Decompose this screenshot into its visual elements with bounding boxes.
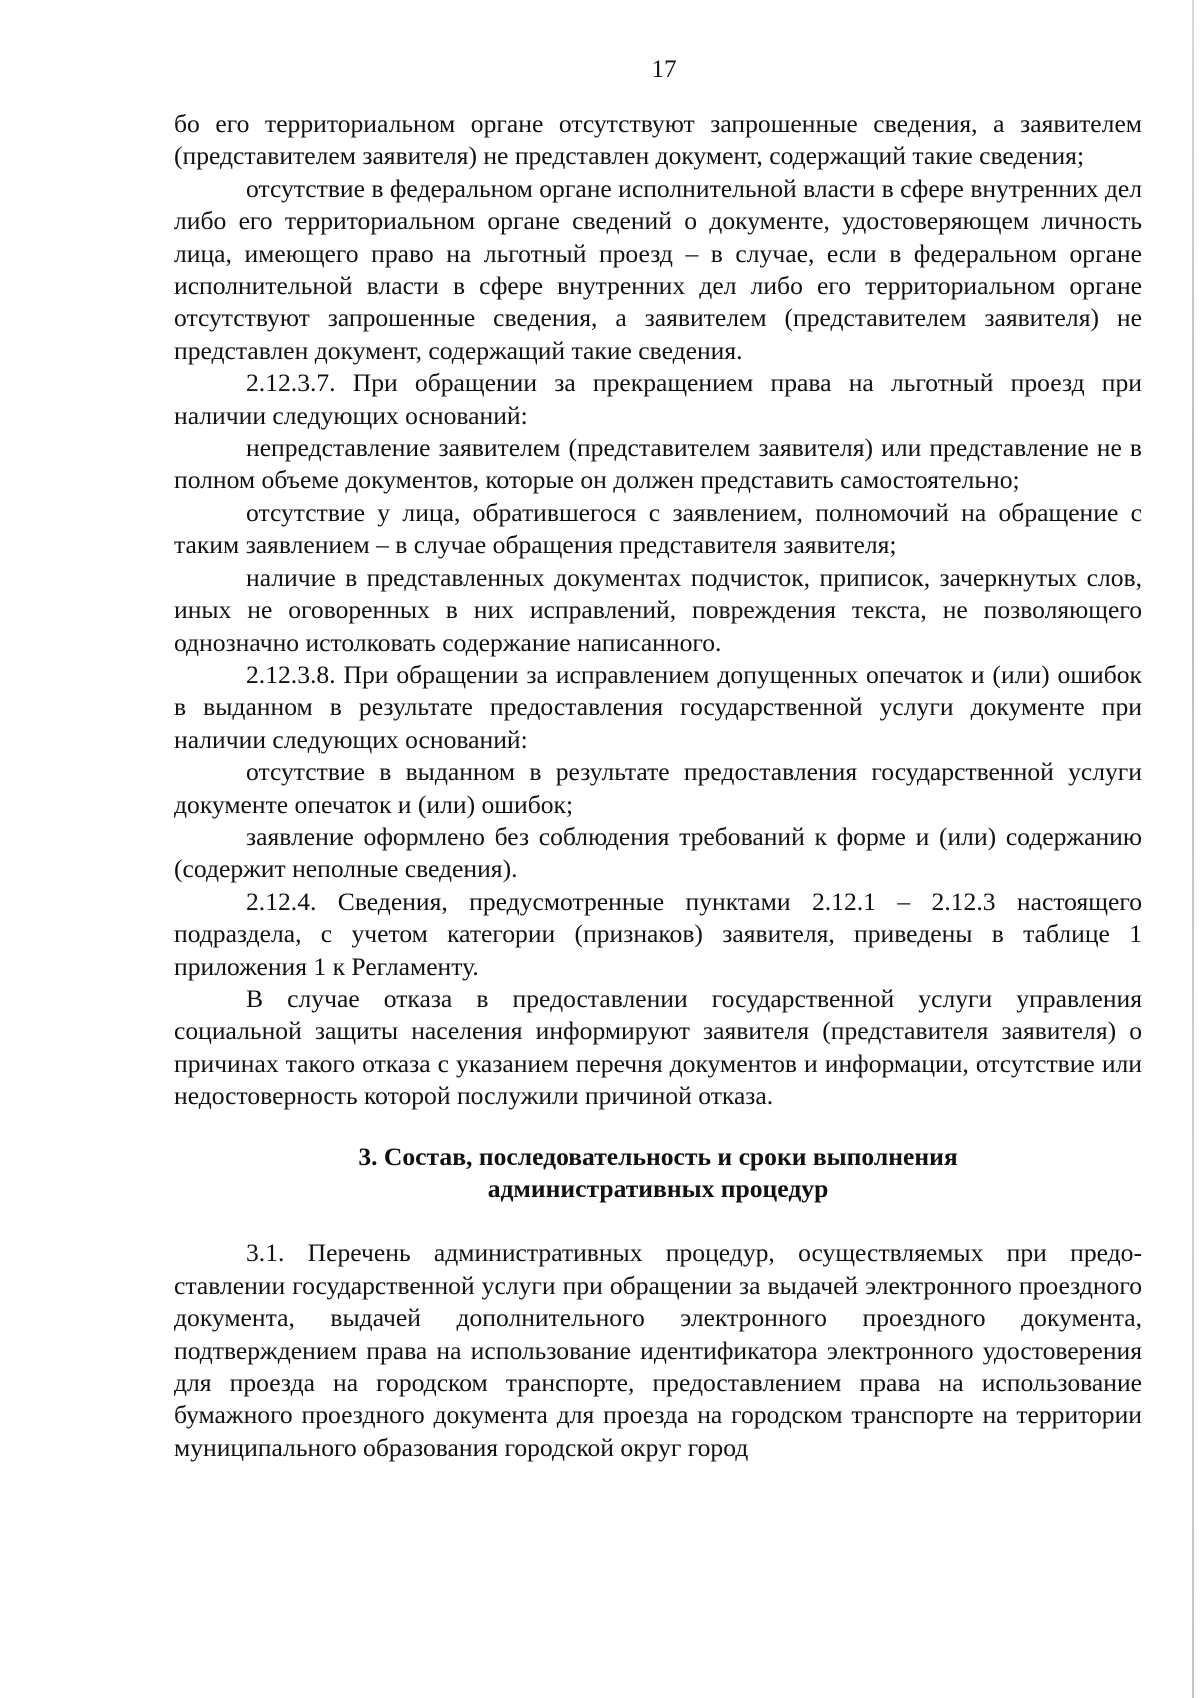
paragraph: заявление оформлено без соблюдения требований к форме и (или) содержанию (содержит неполные сведения). xyxy=(174,821,1142,884)
paragraph-clause-3-1: 3.1. Перечень административных процедур, осуществляемых при предоставлении государственной услуги при обращении за выдачей электронного проездного документа, выдачей дополнительного электронного проездного документа, подтверждением права на использование идентификатора электронного удостоверения для проезда на городском транспорте, предоставлением права на использование бумажного проездного документа для проезда на городском транспорте на территории муниципального образования городской округ город xyxy=(174,1238,1142,1462)
paragraph: непредставление заявителем (представителем заявителя) или представление не в полном объеме документов, которые он должен представить самостоятельно; xyxy=(174,433,1142,495)
paragraph: наличие в представленных документах подчисток, приписок, зачеркнутых слов, иных не оговоренных в них исправлений, повреждения текста, не позволяющего однозначно истолковать содержание написанного. xyxy=(174,562,1142,657)
paragraph: В случае отказа в предоставлении государственной услуги управления социальной защиты населения информируют заявителя (представителя заявителя) о причинах такого отказа с указанием перечня документов и информации, отсутствие или недостоверность которой послужили причиной отказа. xyxy=(174,983,1142,1111)
page-number: 17 xyxy=(651,56,677,83)
paragraph: отсутствие в выданном в результате предоставления государственной услуги документе опечаток и (или) ошибок; xyxy=(174,757,1142,819)
paragraph-continuation: бо его территориальном органе отсутствуют запрошенные сведения, а заявителем (представителем заявителя) не представлен документ, содержащий такие сведения; xyxy=(174,109,1142,171)
paragraph-clause-2-12-3-8: 2.12.3.8. При обращении за исправлением допущенных опечаток и (или) ошибок в выданном в результате предоставления государственной услуги документе при наличии следующих оснований: xyxy=(174,659,1142,754)
section-heading-line-1: 3. Состав, последовательность и сроки выполнения xyxy=(358,1141,958,1171)
document-body xyxy=(174,108,1142,1464)
section-heading xyxy=(174,1141,1142,1206)
paragraph: отсутствие у лица, обратившегося с заявлением, полномочий на обращение с таким заявлением – в случае обращения представителя заявителя; xyxy=(174,497,1142,560)
paragraph: отсутствие в федеральном органе исполнительной власти в сфере внутренних дел либо его территориальном органе сведений о документе, удостоверяющем личность лица, имеющего право на льготный проезд – в случае, если в федеральном органе исполнительной власти в сфере внутренних дел либо его территориальном органе отсутствуют запрошенные сведения, а заявителем (представителем заявителя) не представлен документ, содержащий такие сведения. xyxy=(174,173,1142,365)
scan-edge-shadow xyxy=(1192,0,1194,1698)
paragraph-clause-2-12-3-7: 2.12.3.7. При обращении за прекращением права на льготный проезд при наличии следующих оснований: xyxy=(174,368,1142,430)
paragraph-clause-2-12-4: 2.12.4. Сведения, предусмотренные пунктами 2.12.1 – 2.12.3 настоящего подраздела, с учетом категории (признаков) заявителя, приведены в таблице 1 приложения 1 к Регламенту. xyxy=(174,886,1142,981)
section-heading-line-2: административных процедур xyxy=(487,1174,829,1203)
